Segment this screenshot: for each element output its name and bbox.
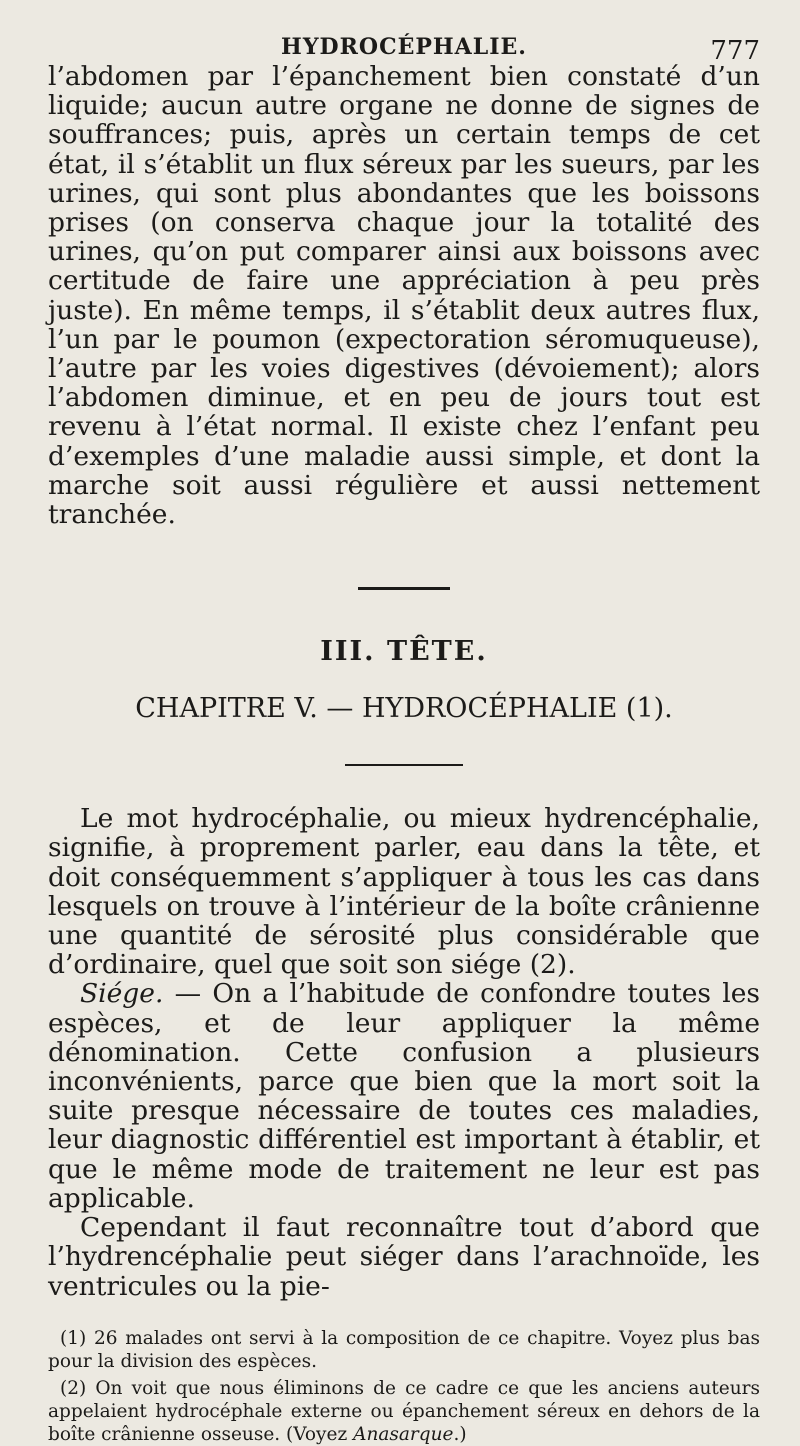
intro-paragraph: l’abdomen par l’épanchement bien constaté d’un liquide; aucun autre organe ne donne de signes de souffrances; puis, après un certain temps de cet état, il s’établit un flux séreux par les sueurs, par les urines, qui sont plus abondantes que les boissons prises (on conserva chaque jour la totalité des urines, qu’on put comparer ainsi aux boissons avec certitude de faire une appréciation à peu près juste). En même temps, il s’établit deux autres flux, l’un par le poumon (expectoration séromuqueuse), l’autre par les voies digestives (dévoiement); alors l’abdomen diminue, et en peu de jours tout est revenu à l’état normal. Il existe chez l’enfant peu d’exemples d’une maladie aussi simple, et dont la marche soit aussi régulière et aussi nettement tranchée. [48, 61, 760, 531]
footnotes [48, 1327, 760, 1446]
footnote-2-text: (2) On voit que nous éliminons de ce cadre ce que les anciens auteurs appelaient hydrocéphale externe ou épanchement séreux en dehors de la boîte crânienne osseuse. (Voyez [48, 1377, 760, 1445]
footnote-2-end: .) [453, 1423, 467, 1445]
footnote-1: (1) 26 malades ont servi à la composition de ce chapitre. Voyez plus bas pour la division des espèces. [48, 1327, 760, 1372]
footnote-2 [48, 1377, 760, 1446]
running-title: HYDROCÉPHALIE. [281, 34, 527, 60]
running-head [48, 0, 760, 66]
footnote-2-reference: Anasarque [353, 1423, 454, 1445]
page-number: 777 [710, 36, 760, 66]
section-divider [358, 587, 450, 590]
paragraph-siege-body: — On a l’habitude de confondre toutes les espèces, et de leur appliquer la même dénomination. Cette confusion a plusieurs inconvénients, parce que bien que la mort soit la suite presque nécessaire de toutes ces maladies, leur diagnostic différentiel est important à établir, et que le même mode de traitement ne leur est pas applicable. [48, 978, 760, 1214]
paragraph-siege-lead: Siége. [80, 978, 164, 1010]
paragraph-siege [48, 979, 760, 1213]
paragraph-cependant: Cependant il faut reconnaître tout d’abord que l’hydrencéphalie peut siéger dans l’arachnoïde, les ventricules ou la pie- [48, 1212, 760, 1302]
paragraph-definition: Le mot hydrocéphalie, ou mieux hydrencéphalie, signifie, à proprement parler, eau dans la tête, et doit conséquemment s’appliquer à tous les cas dans lesquels on trouve à l’intérieur de la boîte crânienne une quantité de sérosité plus considérable que d’ordinaire, quel que soit son siége (2). [48, 803, 760, 981]
part-heading: III. TÊTE. [320, 636, 488, 668]
chapter-heading: CHAPITRE V. — HYDROCÉPHALIE (1). [135, 693, 673, 725]
